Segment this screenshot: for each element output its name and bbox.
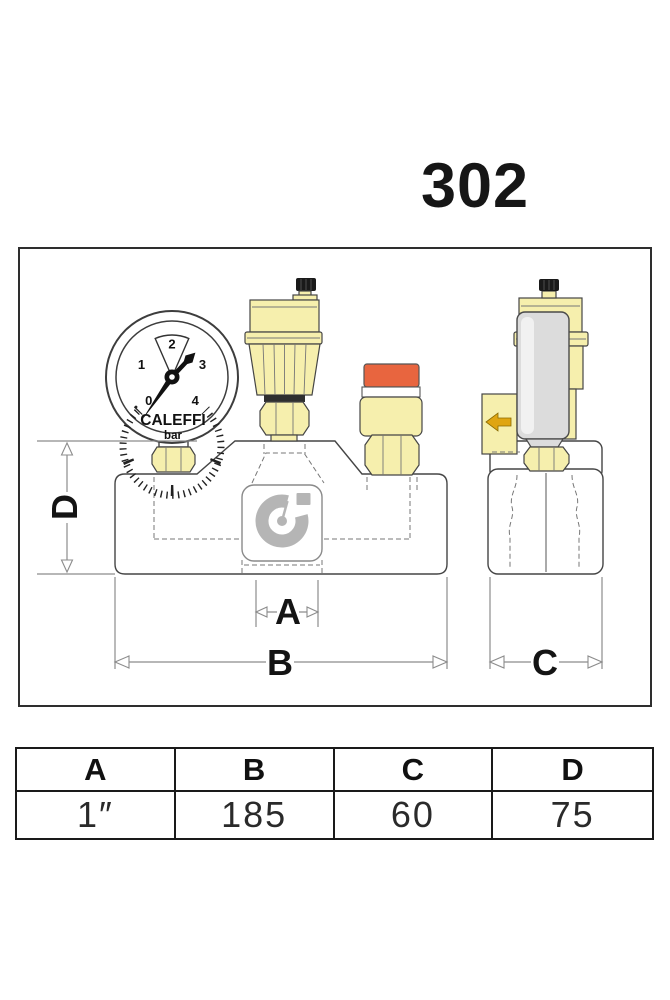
safety-valve-body [360,397,422,436]
table-header-a: A [17,749,176,792]
table-header-b: B [176,749,335,792]
gauge-brand-text: CALEFFI [140,412,206,429]
table-header-c: C [335,749,494,792]
gauge-number-4: 4 [191,393,199,408]
table-value-d: 75 [550,794,595,835]
gauge-number-1: 1 [137,357,146,372]
gauge-nut [152,447,195,472]
technical-drawing-frame [18,247,652,707]
safety-valve-cap [364,364,419,387]
dim-label-a: A [275,591,301,632]
air-vent-nut [260,402,309,435]
gauge-number-0: 0 [145,393,153,408]
gauge-number-2: 2 [168,336,176,352]
side-view [482,279,603,574]
air-vent-seal [264,395,305,402]
table-value-a: 1″ [17,792,176,838]
dimension-a [256,580,318,632]
dim-label-d: D [44,494,85,520]
dim-label-c: C [532,642,558,683]
dim-label-b: B [267,642,293,683]
safety-valve-nut [365,435,419,475]
dimension-c [490,577,602,683]
gauge-unit-text: bar [164,430,182,442]
side-nut [524,447,569,471]
safety-relief-valve-front [360,364,422,475]
air-vent-valve-front [245,278,322,441]
table-value-c: 60 [335,792,494,838]
product-code: 302 [420,151,530,221]
table-header-d: D [493,749,652,792]
dimensions-table [15,747,654,840]
technical-drawing [20,249,650,705]
table-value-b: 185 [176,792,335,838]
caleffi-logo-plate [242,485,322,561]
gauge-number-3: 3 [198,357,207,372]
